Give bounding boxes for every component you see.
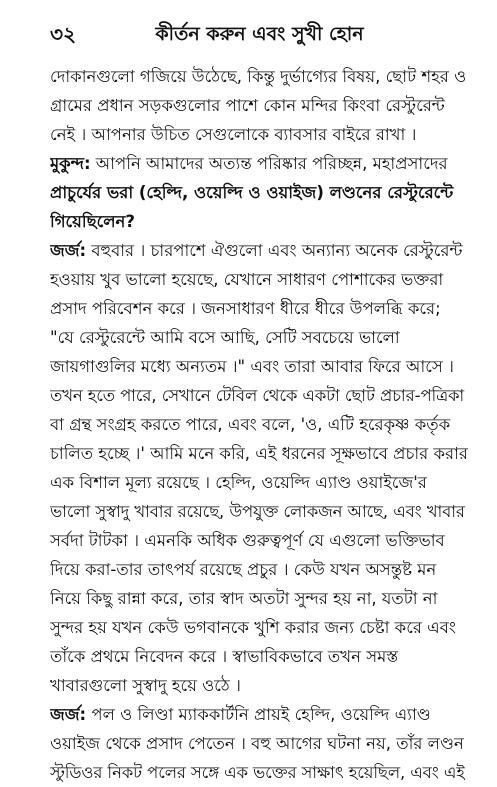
line-text: বা গ্রন্থ সংগ্রহ করতে পারে, এবং বলে, 'ও, এটি হরেকৃষ্ণ কর্তৃক <box>50 415 451 434</box>
text-line <box>50 178 469 207</box>
text-line <box>50 468 469 497</box>
text-line <box>50 294 469 323</box>
text-line <box>50 642 469 671</box>
line-text: ওয়াইজ থেকে প্রসাদ পেতেন । বহু আগের ঘটনা নয়, তাঁর লণ্ডন <box>50 734 464 753</box>
text-line <box>50 700 469 729</box>
text-line <box>50 671 469 700</box>
line-text: স্টুডিওর নিকট পলের সঙ্গে এক ভক্তের সাক্ষাৎ হয়েছিল, এবং এই <box>50 763 465 782</box>
text-line <box>50 265 469 294</box>
speaker-label: জর্জ: <box>50 705 87 724</box>
line-text: নিয়ে কিছু রান্না করে, তার স্বাদ অতটা সুন্দর হয় না, যতটা না <box>50 589 438 608</box>
speaker-label: জর্জ: <box>50 241 87 260</box>
running-title: কীর্তন করুন এবং সুখী হোন <box>155 23 364 45</box>
line-text: "যে রেস্টুরেন্টে আমি বসে আছি, সেটি সবচেয়ে ভালো <box>50 328 400 347</box>
text-line <box>50 555 469 584</box>
line-text: হওয়ায় খুব ভালো হয়েছে, যেখানে সাধারণ পোশাকের ভক্তরা <box>50 270 444 289</box>
line-text: খাবারগুলো সুস্বাদু হয়ে ওঠে । <box>50 676 241 695</box>
text-line <box>50 149 469 178</box>
page-number: ৩২ <box>50 22 77 46</box>
line-text: প্রসাদ পরিবেশন করে । জনসাধারণ ধীরে ধীরে উপলব্ধি করে; <box>50 299 441 318</box>
text-line <box>50 62 469 91</box>
line-text: পল ও লিণ্ডা ম্যাককার্টনি প্রায়ই হেল্দি, ওয়েল্দি এ্যাণ্ড <box>86 705 431 724</box>
text-line <box>50 381 469 410</box>
line-text: দোকানগুলো গজিয়ে উঠেছে, কিন্তু দুর্ভাগ্যের বিষয়, ছোট শহর ও <box>50 67 467 86</box>
text-line <box>50 526 469 555</box>
text-line <box>50 613 469 642</box>
text-line <box>50 236 469 265</box>
line-text: তখন হতে পারে, সেখানে টেবিল থেকে একটা ছোট প্রচার-পত্রিকা <box>50 386 465 405</box>
line-text: বহুবার । চারপাশে ঐগুলো এবং অন্যান্য অনেক রেস্টুরেন্ট <box>86 241 463 260</box>
text-line <box>50 91 469 120</box>
line-text: দিয়ে করা-তার তাৎপর্য রয়েছে প্রচুর । কেউ যখন অসন্তুষ্ট মন <box>50 560 437 579</box>
line-text: এক বিশাল মূল্য রয়েছে । হেল্দি, ওয়েল্দি এ্যাণ্ড ওয়াইজে'র <box>50 473 427 492</box>
text-line <box>50 758 469 787</box>
text-line <box>50 410 469 439</box>
line-text: জায়গাগুলির মধ্যে অন্যতম ।" এবং তারা আবার ফিরে আসে । <box>50 357 454 376</box>
line-text: নেই । আপনার উচিত সেগুলোকে ব্যাবসার বাইরে রাখা । <box>50 125 417 144</box>
line-text: আপনি আমাদের অত্যন্ত পরিষ্কার পরিচ্ছন্ন, মহাপ্রসাদের <box>90 154 448 173</box>
line-text: গিয়েছিলেন? <box>50 212 135 231</box>
line-text: সর্বদা টাটকা । এমনকি অধিক গুরুত্বপূর্ণ যে এগুলো ভক্তিভাব <box>50 531 445 550</box>
line-text: তাঁকে প্রথমে নিবেদন করে । স্বাভাবিকভাবে তখন সমস্ত <box>50 647 399 666</box>
line-text: গ্রামের প্রধান সড়কগুলোর পাশে কোন মন্দির কিংবা রেস্টুরেন্ট <box>50 96 445 115</box>
line-text: সুন্দর হয় যখন কেউ ভগবানকে খুশি করার জন্য চেষ্টা করে এবং <box>50 618 456 637</box>
text-line <box>50 439 469 468</box>
speaker-label: মুকুন্দ: <box>50 154 91 173</box>
text-line <box>50 120 469 149</box>
text-line <box>50 729 469 758</box>
text-line <box>50 323 469 352</box>
line-text: প্রাচুর্যের ভরা (হেল্দি, ওয়েল্দি ও ওয়াইজ) লণ্ডনের রেস্টুরেন্টে <box>50 183 454 202</box>
text-line <box>50 352 469 381</box>
line-text: ভালো সুস্বাদু খাবার রয়েছে, উপযুক্ত লোকজন আছে, এবং খাবার <box>50 502 465 521</box>
body-text <box>50 62 469 787</box>
text-line <box>50 584 469 613</box>
text-line <box>50 497 469 526</box>
page-header <box>50 0 469 52</box>
line-text: চালিত হচ্ছে ।' আমি মনে করি, এই ধরনের সূক্ষভাবে প্রচার করার <box>50 444 468 463</box>
text-line <box>50 207 469 236</box>
